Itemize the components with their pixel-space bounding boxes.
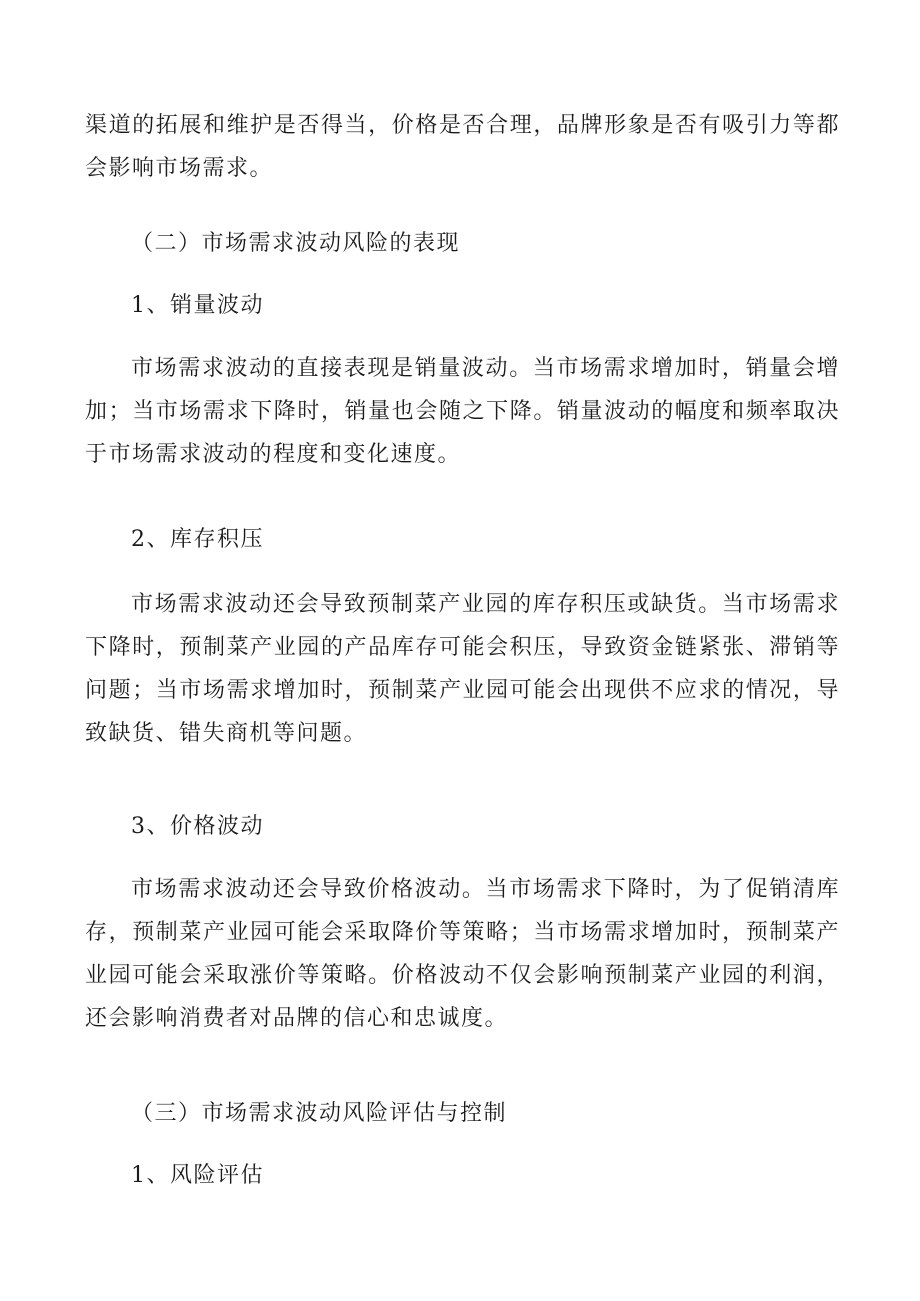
paragraph-continued: 渠道的拓展和维护是否得当，价格是否合理，品牌形象是否有吸引力等都会影响市场需求。 bbox=[85, 113, 840, 181]
section-heading: （三）市场需求波动风险评估与控制 bbox=[131, 1101, 508, 1126]
paragraph: 市场需求波动还会导致预制菜产业园的库存积压或缺货。当市场需求下降时，预制菜产业园的产品库存可能会积压，导致资金链紧张、滞销等问题；当市场需求增加时，预制菜产业园可能会出现供不应求的情况，导致缺货、错失商机等问题。 bbox=[85, 592, 840, 746]
paragraph: 市场需求波动的直接表现是销量波动。当市场需求增加时，销量会增加；当市场需求下降时，销量也会随之下降。销量波动的幅度和频率取决于市场需求波动的程度和变化速度。 bbox=[85, 356, 840, 467]
subheading: 1、风险评估 bbox=[131, 1163, 264, 1188]
subheading: 1、销量波动 bbox=[131, 293, 264, 318]
section-heading: （二）市场需求波动风险的表现 bbox=[131, 231, 461, 256]
paragraph: 市场需求波动还会导致价格波动。当市场需求下降时，为了促销清库存，预制菜产业园可能会采取降价等策略；当市场需求增加时，预制菜产业园可能会采取涨价等策略。价格波动不仅会影响预制菜产业园的利润，还会影响消费者对品牌的信心和忠诚度。 bbox=[85, 877, 840, 1031]
subheading: 3、价格波动 bbox=[131, 814, 264, 839]
subheading: 2、库存积压 bbox=[131, 527, 264, 552]
